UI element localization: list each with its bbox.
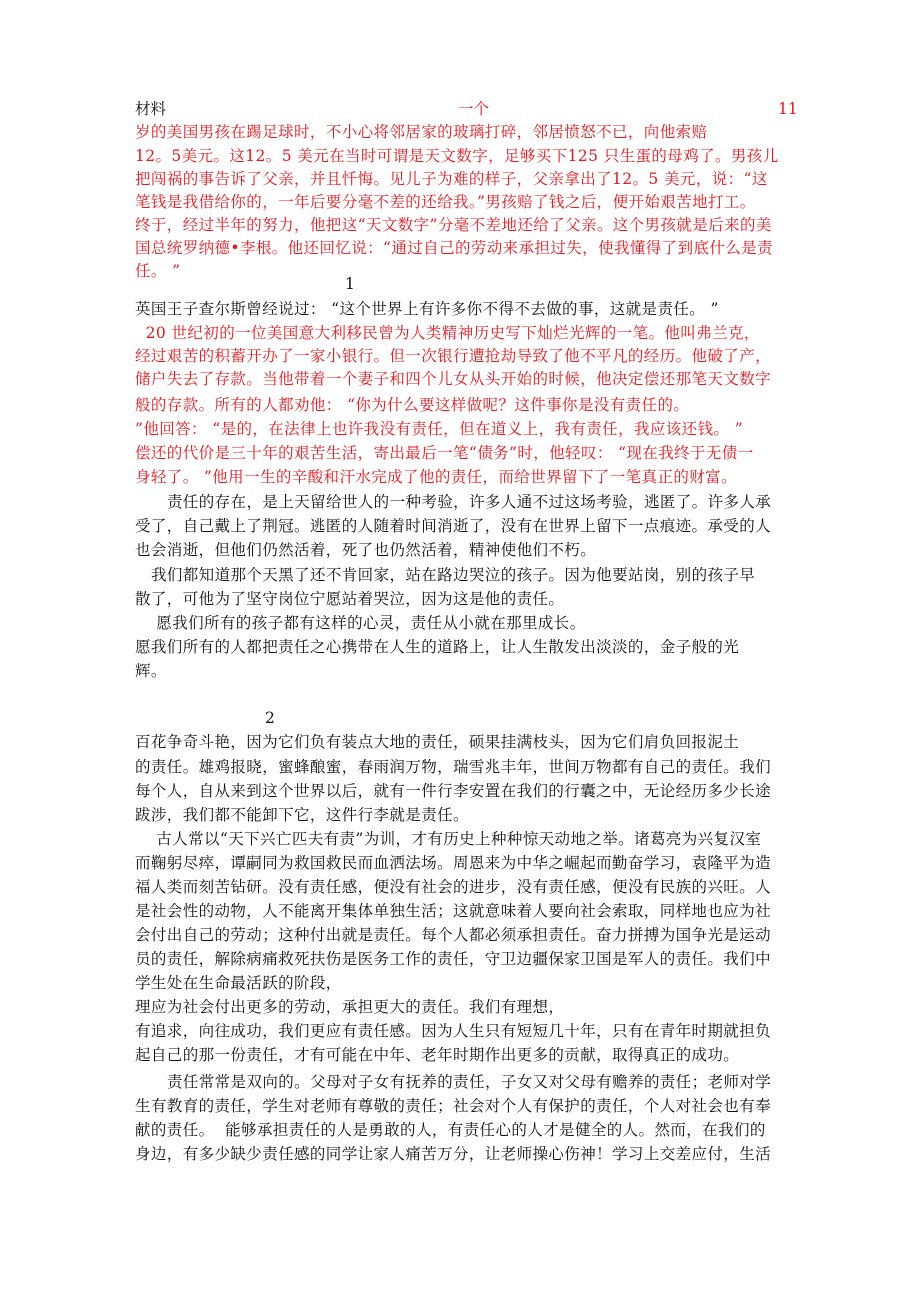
text-line: 古人常以“天下兴亡匹夫有责”为训，才有历史上种种惊天动地之举。诸葛亮为兴复汉室 — [135, 830, 762, 848]
text-line: 而鞠躬尽瘁，谭嗣同为救国救民而血洒法场。周恩来为中华之崛起而勤奋学习，袁隆平为造 — [135, 854, 772, 872]
text-line: 岁的美国男孩在踢足球时，不小心将邻居家的玻璃打碎，邻居愤怒不已，向他索赔 — [135, 123, 708, 141]
text-line: 的责任。雄鸡报晓，蜜蜂酿蜜，春雨润万物，瑞雪兆丰年，世间万物都有自己的责任。我们 — [135, 758, 772, 776]
header-number: 11 — [778, 100, 798, 118]
text-line: 责任常常是双向的。父母对子女有抚养的责任，子女又对父母有赡养的责任；老师对学 — [135, 1073, 772, 1091]
text-line: 有追求，向往成功，我们更应有责任感。因为人生只有短短几十年，只有在青年时期就担负 — [135, 1022, 772, 1040]
header-mid: 一个 — [458, 100, 490, 118]
text-line: 生有教育的责任，学生对老师有尊敬的责任；社会对个人有保护的责任，个人对社会也有奉 — [135, 1097, 772, 1115]
text-line: 也会消逝，但他们仍然活着，死了也仍然活着，精神使他们不朽。 — [135, 541, 597, 559]
text-line: 把闯祸的事告诉了父亲，并且忏悔。见儿子为难的样子，父亲拿出了12。5 美元，说：“这 — [135, 170, 768, 188]
text-line: 储户失去了存款。当他带着一个妻子和四个儿女从头开始的时候，他决定偿还那笔天文数字 — [135, 370, 772, 388]
text-line: 会付出自己的劳动；这种付出就是责任。每个人都必须承担责任。奋力拼搏为国争光是运动 — [135, 926, 772, 944]
text-line: 任。 ” — [135, 262, 181, 280]
text-line: 学生处在生命最活跃的阶段， — [135, 974, 342, 992]
text-line: 我们都知道那个天黑了还不肯回家，站在路边哭泣的孩子。因为他要站岗，别的孩子早 — [135, 566, 756, 584]
text-line: 辉。 — [135, 662, 167, 680]
text-line: 受了，自己戴上了荆冠。逃匿的人随着时间消逝了，没有在世界上留下一点痕迹。承受的人 — [135, 517, 772, 535]
text-line: 经过艰苦的积蓄开办了一家小银行。但一次银行遭抢劫导致了他不平凡的经历。他破了产， — [135, 347, 772, 365]
text-line: 身边，有多少缺少责任感的同学让家人痛苦万分，让老师操心伤神！学习上交差应付，生活 — [135, 1145, 772, 1163]
text-line: 员的责任，解除病痛救死扶伤是医务工作的责任，守卫边疆保家卫国是军人的责任。我们中 — [135, 950, 772, 968]
section-number: 1 — [345, 275, 355, 293]
text-line: 20 世纪初的一位美国意大利移民曾为人类精神历史写下灿烂光辉的一笔。他叫弗兰克， — [135, 324, 760, 342]
text-line: 般的存款。所有的人都劝他： “你为什么要这样做呢？这件事你是没有责任的。 — [135, 396, 690, 414]
text-line: ”他回答： “是的，在法律上也许我没有责任，但在道义上，我有责任，我应该还钱。 ” — [135, 420, 744, 438]
text-line: 国总统罗纳德•李根。他还回忆说：“通过自己的劳动来承担过失，使我懂得了到底什么是责 — [135, 239, 773, 257]
text-line: 百花争奇斗艳，因为它们负有装点大地的责任，硕果挂满枝头，因为它们肩负回报泥土 — [135, 733, 740, 751]
text-line: 愿我们所有的孩子都有这样的心灵，责任从小就在那里成长。 — [135, 614, 586, 632]
text-line: 是社会性的动物，人不能离开集体单独生活；这就意味着人要向社会索取，同样地也应为社 — [135, 902, 772, 920]
text-line: 12。5美元。这12。5 美元在当时可谓是天文数字，足够买下125 只生蛋的母鸡了。男孩儿 — [135, 147, 779, 165]
text-line: 笔钱是我借给你的，一年后要分毫不差的还给我。”男孩赔了钱之后，便开始艰苦地打工。 — [135, 193, 756, 211]
header-label: 材料 — [135, 100, 167, 118]
text-line: 起自己的那一份责任，才有可能在中年、老年时期作出更多的贡献，取得真正的成功。 — [135, 1046, 740, 1064]
quote-line: 英国王子查尔斯曾经说过： “这个世界上有许多你不得不去做的事，这就是责任。 ” — [135, 300, 719, 318]
text-line: 每个人，自从来到这个世界以后，就有一件行李安置在我们的行囊之中，无论经历多少长途 — [135, 782, 772, 800]
text-line: 终于，经过半年的努力，他把这“天文数字”分毫不差地还给了父亲。这个男孩就是后来的美 — [135, 216, 772, 234]
text-line: 愿我们所有的人都把责任之心携带在人生的道路上，让人生散发出淡淡的，金子般的光 — [135, 638, 740, 656]
text-line: 偿还的代价是三十年的艰苦生活，寄出最后一笔“债务”时，他轻叹： “现在我终于无债一 — [135, 444, 754, 462]
text-line: 散了，可他为了坚守岗位宁愿站着哭泣，因为这是他的责任。 — [135, 590, 565, 608]
text-line: 献的责任。 能够承担责任的人是勇敢的人，有责任心的人才是健全的人。然而，在我们的 — [135, 1121, 766, 1139]
text-line: 福人类而刻苦钻研。没有责任感，便没有社会的进步，没有责任感，便没有民族的兴旺。人 — [135, 878, 772, 896]
text-line: 理应为社会付出更多的劳动，承担更大的责任。我们有理想， — [135, 998, 565, 1016]
section-number: 2 — [265, 709, 275, 727]
text-line: 责任的存在，是上天留给世人的一种考验，许多人通不过这场考验，逃匿了。许多人承 — [135, 493, 772, 511]
text-line: 身轻了。 ”他用一生的辛酸和汗水完成了他的责任，而给世界留下了一笔真正的财富。 — [135, 468, 737, 486]
text-line: 跋涉，我们都不能卸下它，这件行李就是责任。 — [135, 806, 469, 824]
